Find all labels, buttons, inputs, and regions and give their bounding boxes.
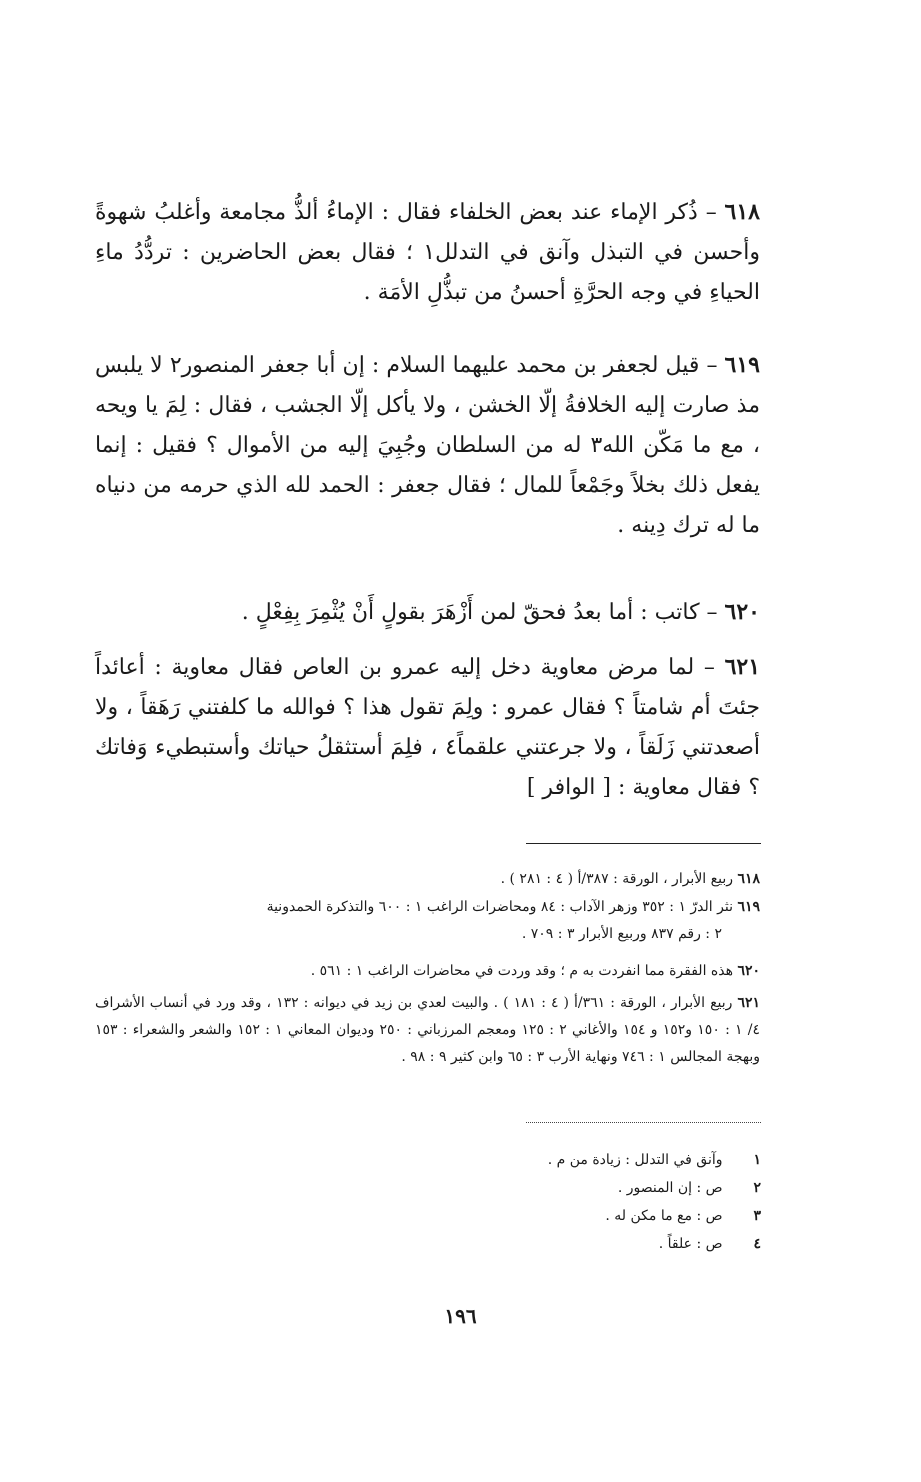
paragraph-dash: – (706, 353, 718, 378)
note-number: ٣ (753, 1208, 761, 1224)
paragraph-number: ٦١٩ (724, 352, 760, 378)
note-text: وآنق في التدلل : زيادة من م . (547, 1152, 723, 1168)
source-footnote-621 (95, 990, 760, 1071)
paragraph-number: ٦٢١ (724, 654, 761, 680)
footnote-continuation: ٢ : رقم ٨٣٧ وربيع الأبرار ٣ : ٧٠٩ . (521, 926, 722, 942)
footnote-number: ٦١٩ (737, 899, 760, 915)
note-text: ص : مع ما مكن له . (605, 1208, 723, 1224)
paragraph-618 (95, 192, 760, 313)
note-text: ص : علقاً . (658, 1236, 723, 1252)
textual-notes (548, 1146, 761, 1258)
source-footnote-619 (95, 894, 760, 948)
paragraph-text: ذُكر الإماء عند بعض الخلفاء فقال : الإماءُ ألذُّ مجامعة وأغلبُ شهوةً وأحسن في التبذل وآنق في التدلل١ ؛ فقال بعض الحاضرين : تردُّدُ ماءِ الحياءِ في وجه الحرَّةِ أحسنُ من تبذُّلِ الأمَة . (95, 200, 760, 305)
paragraph-dash: – (703, 655, 715, 680)
note-item (548, 1230, 761, 1258)
paragraph-620 (95, 592, 760, 633)
footnote-text: نثر الدرّ ١ : ٣٥٢ وزهر الآداب : ٨٤ ومحاضرات الراغب ١ : ٦٠٠ والتذكرة الحمدونية (266, 899, 733, 915)
notes-divider (526, 1122, 761, 1123)
footnote-number: ٦١٨ (737, 871, 760, 887)
note-text: ص : إن المنصور . (617, 1180, 723, 1196)
paragraph-text: كاتب : أما بعدُ فحقّ لمن أَزْهَرَ بقولٍ أَنْ يُثْمِرَ بِفِعْلٍ . (241, 600, 700, 625)
paragraph-text: لما مرض معاوية دخل إليه عمرو بن العاص فقال معاوية : أعائداً جئتَ أم شامتاً ؟ فقال عمرو : ولِمَ تقول هذا ؟ فوالله ما كلفتني رَهَقاً ، ولا أصعدتني زَلَقاً ، ولا جرعتني علقماً٤ ، فلِمَ أستثقلُ حياتك وأستبطيء وَفاتك ؟ فقال معاوية : [ الوافر ] (95, 655, 760, 800)
note-item (548, 1202, 761, 1230)
paragraph-number: ٦٢٠ (724, 599, 760, 625)
footnote-divider (526, 843, 761, 844)
paragraph-dash: – (705, 200, 717, 225)
source-footnote-618 (95, 866, 760, 893)
footnote-text: ربيع الأبرار ، الورقة : ٣٨٧/أ ( ٤ : ٢٨١ ) . (500, 871, 733, 887)
paragraph-621 (95, 647, 760, 808)
note-item (548, 1146, 761, 1174)
footnote-number: ٦٢٠ (737, 963, 760, 979)
paragraph-text: قيل لجعفر بن محمد عليهما السلام : إن أبا جعفر المنصور٢ لا يلبس مذ صارت إليه الخلافةُ إلّا الخشن ، ولا يأكل إلّا الجشب ، فقال : لِمَ يا ويحه ، مع ما مَكّن الله٣ له من السلطان وجُبِيَ إليه من الأموال ؟ فقيل : إنما يفعل ذلك بخلاً وجَمْعاً للمال ؛ فقال جعفر : الحمد لله الذي حرمه من دنياه ما له ترك دِينه . (95, 353, 760, 538)
footnote-text: ربيع الأبرار ، الورقة : ٣٦١/أ ( ٤ : ١٨١ ) . والبيت لعدي بن زيد في ديوانه : ١٣٢ ، وقد ورد في أنساب الأشراف ٤/ ١ : ١٥٠ و١٥٢ و ١٥٤ والأغاني ٢ : ١٢٥ ومعجم المرزباني : ٢٥٠ وديوان المعاني ١ : ١٥٢ والشعر والشعراء : ١٥٣ وبهجة المجالس ١ : ٧٤٦ ونهاية الأرب ٣ : ٦٥ وابن كثير ٩ : ٩٨ . (95, 995, 761, 1065)
note-number: ٢ (753, 1180, 761, 1196)
paragraph-619 (95, 345, 760, 546)
source-footnote-620 (95, 958, 760, 985)
note-number: ٤ (753, 1236, 761, 1252)
paragraph-dash: – (706, 600, 718, 625)
footnote-text: هذه الفقرة مما انفردت به م ؛ وقد وردت في محاضرات الراغب ١ : ٥٦١ . (310, 963, 733, 979)
note-number: ١ (753, 1152, 761, 1168)
footnote-number: ٦٢١ (737, 995, 761, 1011)
page-number: ١٩٦ (444, 1304, 477, 1328)
note-item (548, 1174, 761, 1202)
paragraph-number: ٦١٨ (724, 199, 760, 225)
